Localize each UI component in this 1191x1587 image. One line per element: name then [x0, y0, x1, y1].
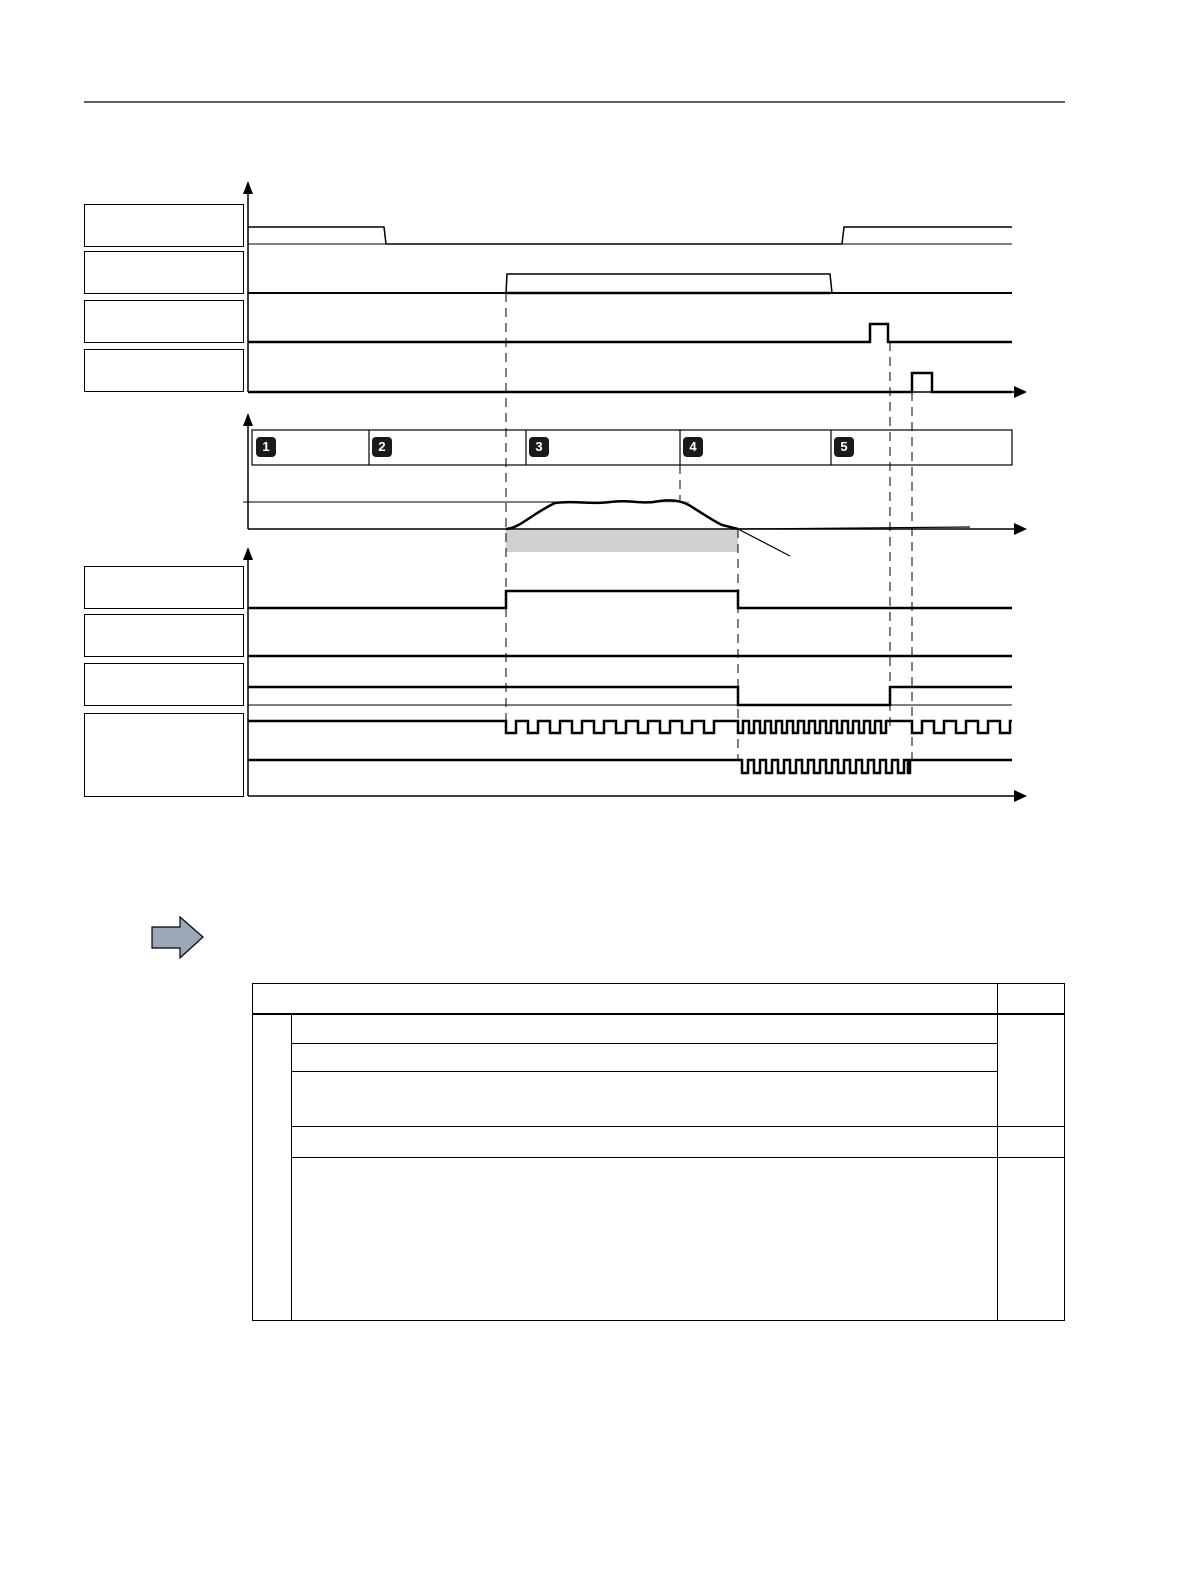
- bottom-signals: [248, 591, 1012, 773]
- signal-label-box-6: [84, 614, 244, 657]
- signal-label-box-3: [84, 300, 244, 343]
- signal-label-box-8: [84, 713, 244, 797]
- signal-2: [248, 274, 1012, 293]
- time-markers: [506, 293, 912, 760]
- shaded-region: [506, 530, 738, 552]
- pulse-train-2: [248, 760, 1012, 773]
- table-row: [291, 1126, 1064, 1127]
- pulse-train-1: [248, 721, 1012, 733]
- signal-3: [248, 324, 1012, 342]
- signal-1: [248, 227, 1012, 244]
- signal-label-box-7: [84, 663, 244, 706]
- table-col-divider: [997, 984, 998, 1320]
- signal-7: [248, 687, 1012, 705]
- signal-label-box-4: [84, 349, 244, 392]
- phase-band: [252, 430, 1012, 465]
- table-header-rule: [253, 1013, 1064, 1015]
- phase-badge-5: 5: [834, 437, 854, 457]
- table-step-column: [291, 1014, 292, 1320]
- signal-label-box-2: [84, 251, 244, 294]
- signal-4: [248, 373, 1012, 392]
- table-row: [291, 1043, 997, 1044]
- table-row: [291, 1071, 997, 1072]
- top-signals: [248, 227, 1012, 392]
- steps-table: [252, 983, 1065, 1321]
- phase-badge-1: 1: [256, 437, 276, 457]
- signal-label-box-1: [84, 204, 244, 247]
- phase-badge-3: 3: [529, 437, 549, 457]
- signal-5: [248, 591, 1012, 608]
- speed-curve: [243, 500, 970, 556]
- phase-badge-4: 4: [683, 437, 703, 457]
- right-arrow-icon: [152, 917, 203, 958]
- signal-label-box-5: [84, 566, 244, 609]
- table-row: [291, 1157, 1064, 1158]
- phase-badge-2: 2: [372, 437, 392, 457]
